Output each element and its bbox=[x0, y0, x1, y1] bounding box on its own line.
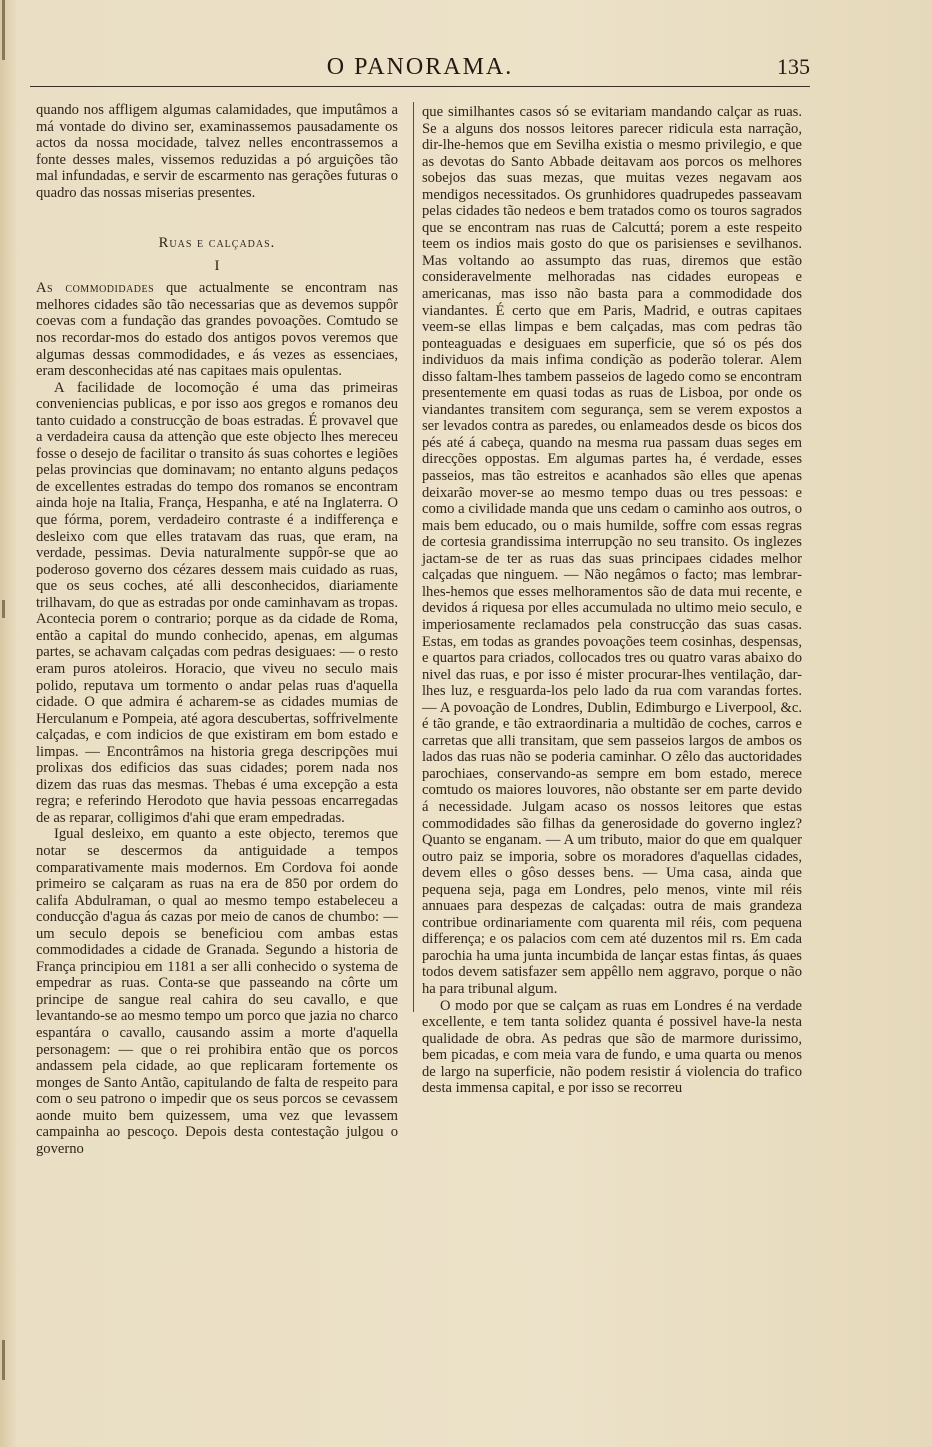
right-column bbox=[422, 104, 802, 1097]
page-edge-mark bbox=[2, 1340, 5, 1380]
paragraph: que similhantes casos só se evitariam mandando calçar as ruas. Se a alguns dos nossos leitores parecer ridicula esta narração, dir-lhe-hemos que em Sevilha existia o mesmo privilegio, e que as devotas do Santo Abbade deitavam aos porcos os melhores sobejos das suas mezas, que muitas vezes negavam aos mendigos necessitados. Os grunhidores quadrupedes passeavam pelas cidades tão nedeos e bem tratados como os touros sagrados que se encontram nas ruas de Calcuttá; porem a este respeito teem os indios mais gosto do que os parisienses e sevilhanos. Mas voltando ao assumpto das ruas, diremos que estão consideravelmente melhoradas nas cidades europeas e americanas, mas isso não basta para a commodidade dos viandantes. É certo que em Paris, Madrid, e outras capitaes veem-se ellas limpas e bem calçadas, mas com pedras tão ponteaguadas e desiguaes em superficie, que só os pés dos individuos da mais infima condição as poderão tolerar. Alem disso faltam-lhes tambem passeios de lagedo como se encontram presentemente em quasi todas as ruas de Lisboa, por onde os viandantes transitem com segurança, sem se verem expostos a ser levados contra as paredes, ou enlameados desde os bicos dos pés até á cabeça, quando na mesma rua passam duas seges em direcções oppostas. Em algumas partes ha, é verdade, esses passeios, mas tão estreitos e acanhados são elles que apenas deixarão mover-se ao mesmo tempo duas ou tres pessoas: e como a civilidade manda que uns cedam o caminho aos outros, o mais bem educado, ou o mais humilde, soffre com essas regras de cortesia grandissima interrupção no seu transito. Os inglezes jactam-se de ter as ruas das suas principaes cidades melhor calçadas que ninguem. — Não negâmos o facto; mas lembrar-lhes-hemos que esses melhoramentos são de data mui recente, e devidos á riquesa por elles accumulada no ultimo meio seculo, e imperiosamente reclamados pela construcção das suas casas. Estas, em todas as grandes povoações teem cosinhas, despensas, e quartos para criados, collocados tres ou quatro varas abaixo do nivel das ruas, e por isso é mister procurar-lhes ventilação, dar-lhes luz, e resguarda-los pelo lado da rua com varandas fortes. — A povoação de Londres, Dublin, Edimburgo e Liverpool, &c. é tão grande, e tão extraordinaria a multidão de coches, carros e carretas que alli transitam, que sem passeios largos de ambos os lados das ruas não se poderia caminhar. O zêlo das auctoridades parochiaes, conservando-as sempre em bom estado, merece comtudo os maiores louvores, não obstante ser em parte devido á necessidade. Julgam acaso os nossos leitores que estas commodidades são filhas da generosidade do governo inglez? Quanto se enganam. — A um tributo, maior do que em qualquer outro paiz se imporia, sobre os moradores d'aquellas cidades, devem elles o gôso desses bens. — Uma casa, ainda que pequena seja, paga em Londres, pelo menos, vinte mil réis annuaes para despezas de calçadas: outra de mais grandeza contribue ordinariamente com quarenta mil réis, com pequena differença; e os palacios com cem até duzentos mil rs. Em cada parochia ha uma junta incumbida de lançar estas fintas, ás quaes todos devem satisfazer sem appêllo nem aggravo, porque o não ha para tribunal algum. bbox=[422, 104, 802, 997]
header-rule bbox=[30, 86, 810, 87]
page-edge-mark bbox=[2, 600, 5, 618]
page-header bbox=[30, 52, 810, 82]
paragraph: A facilidade de locomoção é uma das primeiras conveniencias publicas, e por isso aos gregos e romanos deu tanto cuidado a construcção de boas estradas. É provavel que a verdadeira causa da attenção que este objecto lhes mereceu fosse o desejo de facilitar o transito ás suas cohortes e legiões pelas provincias que dominavam; no entanto alguns pedaços de excellentes estradas do tempo dos romanos se encontram ainda hoje na Italia, França, Hespanha, e até na Inglaterra. O que fórma, porem, verdadeiro contraste é a indifferença e desleixo com que elles tratavam das ruas, que eram, na verdade, pessimas. Devia naturalmente suppôr-se que ao poderoso governo dos cézares dessem mais cuidado as ruas, que os seus coches, até alli desconhecidos, diariamente trilhavam, do que as estradas por onde caminhavam as tropas. Acontecia porem o contrario; porque as da cidade de Roma, então a capital do mundo conhecido, apenas, em algumas partes, se achavam calçadas com pedras desiguaes: — o resto eram puros atoleiros. Horacio, que viveu no seculo mais polido, reputava um tormento o andar pelas ruas d'aquella cidade. O que admira é acharem-se as cidades mumias de Herculanum e Pompeia, até agora descubertas, soffrivelmente calçadas, e com indicios de que existiram em bom estado e limpas. — Encontrâmos na historia grega descripções mui prolixas dos edificios das suas cidades; porem nada nos dizem das ruas das mesmas. Thebas é uma excepção a esta regra; e referindo Herodoto que havia pessoas encarregadas de as reparar, colligimos d'ahi que eram empedradas. bbox=[36, 379, 398, 826]
page-edge-mark bbox=[2, 0, 5, 60]
paragraph: quando nos affligem algumas calamidades, que imputâmos a má vontade do divino ser, examinassemos pausadamente os actos da nossa mocidade, talvez nelles encontrassemos a fonte desses males, vissemos reduzidas a pó arguições tão mal infundadas, e servir de escarmento nas gerações futuras o quadro das nossas miserias presentes. bbox=[36, 102, 398, 201]
paragraph: O modo por que se calçam as ruas em Londres é na verdade excellente, e tem tanta solidez quanta é possivel have-la nesta qualidade de obra. As pedras que são de marmore durissimo, bem picadas, e com meia vara de fundo, e uma quarta ou menos de largo na superficie, não podem resistir á violencia do trafico desta immensa capital, e por isso se recorreu bbox=[422, 997, 802, 1097]
section-title: Ruas e calçadas. bbox=[158, 235, 276, 252]
paragraph: Igual desleixo, em quanto a este objecto, teremos que notar se descermos da antiguidade a tempos comparativamente mais modernos. Em Cordova foi aonde primeiro se calçaram as ruas na era de 850 por ordem do califa Abdulraman, o qual ao mesmo tempo estabeleceu a conducção d'agua ás cazas por meio de canos de chumbo: — um seculo depois se beneficiou com ambas estas commodidades a cidade de Granada. Segundo a historia de França principiou em 1181 a ser alli conhecido o systema de empedrar as ruas. Conta-se que passeando na côrte um principe de sangue real cahira do seu cavallo, e que levantando-se ao mesmo tempo um porco que jazia no charco espantára o cavallo, causando assim a morte d'aquella personagem: — que o rei prohibira então que os porcos andassem pela cidade, ao que replicaram fortemente os monges de Santo Antão, capitulando de falta de respeito para com o seu patrono o impedir que os seus porcos se cevassem aonde muito bem quizessem, uma vez que levassem campainha ao pescoço. Depois desta contestação julgou o governo bbox=[36, 826, 398, 1157]
left-column bbox=[36, 102, 398, 1157]
paragraph bbox=[36, 280, 398, 379]
column-divider bbox=[413, 102, 414, 1012]
paragraph-text: que actualmente se encontram nas melhores cidades são tão necessarias que as devemos suppôr coevas com a fundação das grandes povoações. Comtudo se nos recordar-mos do estado dos antigos povos veremos que algumas dessas commodidades, e ás vezes as essenciaes, eram desconhecidas até nas capitaes mais opulentas. bbox=[36, 280, 398, 380]
page-number: 135 bbox=[777, 54, 810, 79]
page-title: O PANORAMA. bbox=[326, 54, 514, 80]
lead-words: As commodidades bbox=[36, 280, 155, 297]
section-number: I bbox=[214, 257, 220, 274]
